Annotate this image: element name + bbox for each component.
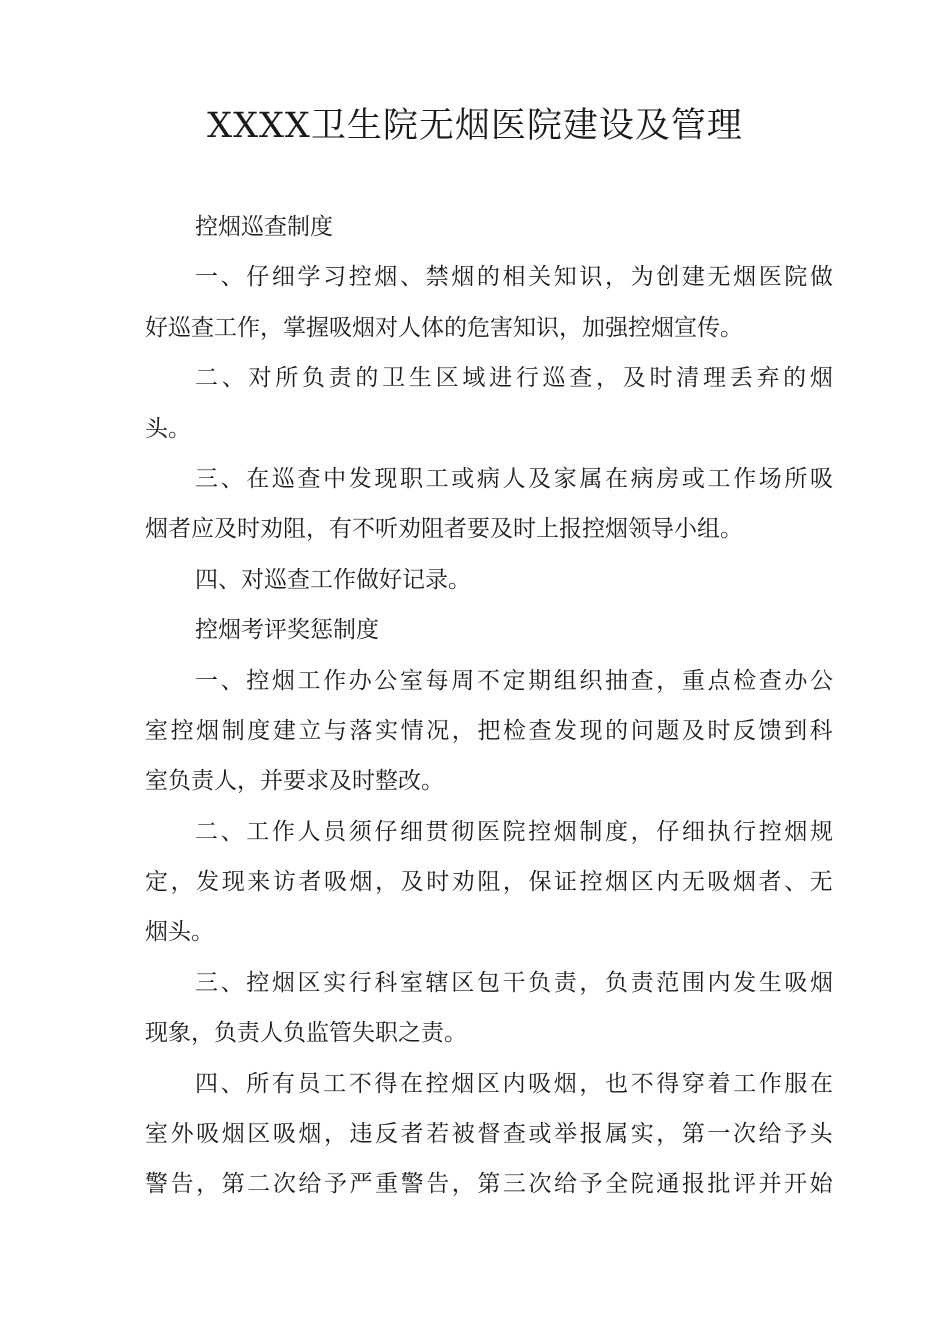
text-line: 控烟考评奖惩制度: [195, 617, 379, 644]
text-line: 现象，负责人负监管失职之责。: [145, 1020, 467, 1047]
text-line: 一 、 仔 细 学 习 控 烟 、 禁 烟 的 相 关 知 识 ， 为 创 建 无 烟 医 院 做: [195, 264, 833, 291]
text-line: 三 、 在 巡 查 中 发 现 职 工 或 病 人 及 家 属 在 病 房 或 工 作 场 所 吸: [195, 465, 833, 492]
text-line: 烟者应及时劝阻，有不听劝阻者要及时上报控烟领导小组。: [145, 516, 743, 543]
text-line: 定 ， 发 现 来 访 者 吸 烟 ， 及 时 劝 阻 ， 保 证 控 烟 区 内 无 吸 烟 者 、 无: [145, 869, 833, 896]
text-line: 头。: [145, 415, 191, 442]
text-line: 二 、 对 所 负 责 的 卫 生 区 域 进 行 巡 查 ， 及 时 清 理 丢 弃 的 烟: [195, 365, 833, 392]
text-line: 室负责人，并要求及时整改。: [145, 768, 444, 795]
document-title: XXXX卫生院无烟医院建设及管理: [207, 106, 743, 146]
text-line: 烟头。: [145, 919, 214, 946]
text-line: 室 外 吸 烟 区 吸 烟 ， 违 反 者 若 被 督 查 或 举 报 属 实 ， 第 一 次 给 予 头: [145, 1121, 833, 1148]
text-line: 控烟巡查制度: [195, 214, 333, 240]
text-line: 好巡查工作，掌握吸烟对人体的危害知识，加强控烟宣传。: [145, 314, 743, 341]
text-line: 室 控 烟 制 度 建 立 与 落 实 情 况 ， 把 检 查 发 现 的 问 题 及 时 反 馈 到 科: [145, 717, 833, 744]
text-line: 四 、 所 有 员 工 不 得 在 控 烟 区 内 吸 烟 ， 也 不 得 穿 着 工 作 服 在: [195, 1070, 833, 1097]
text-line: 警 告 ， 第 二 次 给 予 严 重 警 告 ， 第 三 次 给 予 全 院 通 报 批 评 并 开 始: [145, 1171, 833, 1198]
text-line: 一 、 控 烟 工 作 办 公 室 每 周 不 定 期 组 织 抽 查 ， 重 点 检 查 办 公: [195, 667, 833, 694]
document-body: [145, 202, 833, 1210]
text-line: 四、对巡查工作做好记录。: [195, 566, 471, 593]
text-line: 三 、 控 烟 区 实 行 科 室 辖 区 包 干 负 责 ， 负 责 范 围 内 发 生 吸 烟: [195, 969, 833, 996]
text-line: 二 、 工 作 人 员 须 仔 细 贯 彻 医 院 控 烟 制 度 ， 仔 细 执 行 控 烟 规: [195, 818, 833, 845]
